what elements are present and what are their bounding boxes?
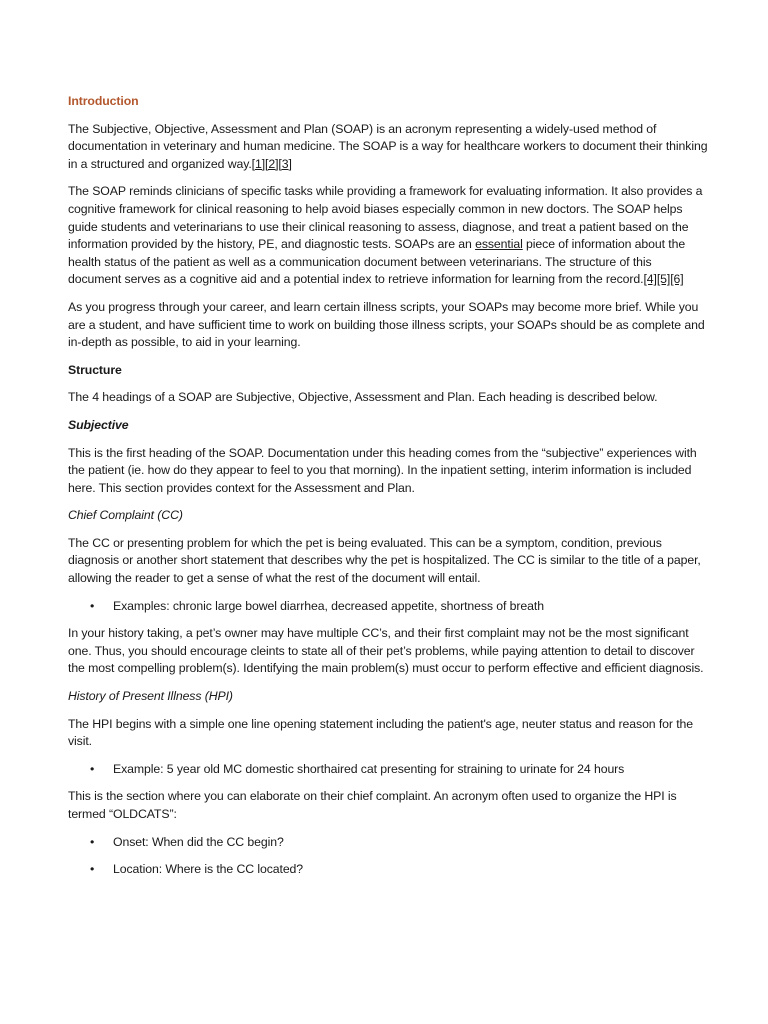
- citation-link[interactable]: [6]: [670, 272, 684, 287]
- structure-heading: Structure: [68, 362, 122, 377]
- intro-paragraph-3: As you progress through your career, and learn certain illness scripts, your SOAPs may become more brief. While you are a student, and have sufficient time to work on building those illness scripts, your SOAPs should be as complete and in-depth as possible, to aid in your learning.: [68, 299, 705, 350]
- underlined-word: essential: [475, 237, 523, 252]
- structure-paragraph: The 4 headings of a SOAP are Subjective, Objective, Assessment and Plan. Each heading is described below.: [68, 390, 658, 405]
- hpi-example-list: [68, 761, 708, 779]
- list-item-text: Example: 5 year old MC domestic shorthaired cat presenting for straining to urinate for 24 hours: [113, 761, 625, 776]
- intro-paragraph-2-text-a: The SOAP reminds clinicians of specific tasks while providing a framework for evaluating information. It also provides a cognitive framework for clinical reasoning to help avoid biases especially common in new doctors. The SOAP helps guide students and veterinarians to use their clinical reasoning to assess, diagnose, and treat a patient based on the information provided by the history, PE, and diagnostic tests. SOAPs are an: [68, 184, 703, 252]
- bullet-icon: •: [90, 761, 95, 776]
- hpi-paragraph-2: This is the section where you can elaborate on their chief complaint. An acronym often used to organize the HPI is termed “OLDCATS”:: [68, 789, 677, 821]
- list-item-text: Examples: chronic large bowel diarrhea, decreased appetite, shortness of breath: [113, 598, 544, 613]
- document-page: [68, 93, 708, 889]
- chief-complaint-paragraph-2: In your history taking, a pet’s owner may have multiple CC’s, and their first complaint may not be the most significant one. Thus, you should encourage cleints to state all of their pet’s problems, while paying attention to detail to discover the most compelling problem(s). Identifying the main problem(s) must occur to perform effective and efficient diagnosis.: [68, 626, 704, 676]
- intro-paragraph-1: [68, 121, 708, 174]
- list-item-text: Onset: When did the CC begin?: [113, 834, 284, 849]
- hpi-paragraph-1: The HPI begins with a simple one line opening statement including the patient's age, neuter status and reason for the visit.: [68, 716, 694, 749]
- list-item: [68, 598, 708, 616]
- hpi-heading: History of Present Illness (HPI): [68, 689, 233, 704]
- introduction-heading: Introduction: [68, 94, 139, 108]
- chief-complaint-paragraph-1: The CC or presenting problem for which the pet is being evaluated. This can be a symptom, condition, previous diagnosis or another short statement that describes why the pet is hospitalized. The CC is similar to the title of a paper, allowing the reader to get a sense of what the rest of the document will entail.: [68, 535, 701, 586]
- citation-link[interactable]: [2]: [265, 156, 279, 171]
- bullet-icon: •: [90, 598, 95, 613]
- intro-paragraph-1-text: The Subjective, Objective, Assessment and Plan (SOAP) is an acronym representing a widely-used method of documentation in veterinary and human medicine. The SOAP is a way for healthcare workers to document their thinking in a structured and organized way.: [68, 121, 708, 171]
- citation-link[interactable]: [3]: [278, 156, 292, 171]
- list-item-text: Location: Where is the CC located?: [113, 862, 304, 877]
- list-item: [68, 861, 708, 879]
- citation-link[interactable]: [5]: [656, 272, 671, 287]
- chief-complaint-heading: Chief Complaint (CC): [68, 508, 183, 523]
- subjective-heading: Subjective: [68, 417, 129, 432]
- list-item: [68, 761, 708, 779]
- chief-complaint-list: [68, 598, 708, 616]
- citation-link[interactable]: [1]: [251, 156, 266, 171]
- list-item: [68, 834, 708, 852]
- intro-paragraph-2: [68, 183, 708, 289]
- oldcats-list: [68, 834, 708, 879]
- citation-link[interactable]: [4]: [643, 272, 657, 287]
- subjective-paragraph: This is the first heading of the SOAP. Documentation under this heading comes from the “subjective” experiences with the patient (ie. how do they appear to feel to you that morning). In the inpatient setting, interim information is included here. This section provides context for the Assessment and Plan.: [68, 445, 697, 495]
- bullet-icon: •: [90, 834, 95, 849]
- bullet-icon: •: [90, 862, 95, 877]
- intro-paragraph-2-text-b: piece of information about the health status of the patient as well as a communication document between veterinarians. The structure of this document serves as a cognitive aid and a potential index to retrieve information for learning from the record.: [68, 237, 686, 287]
